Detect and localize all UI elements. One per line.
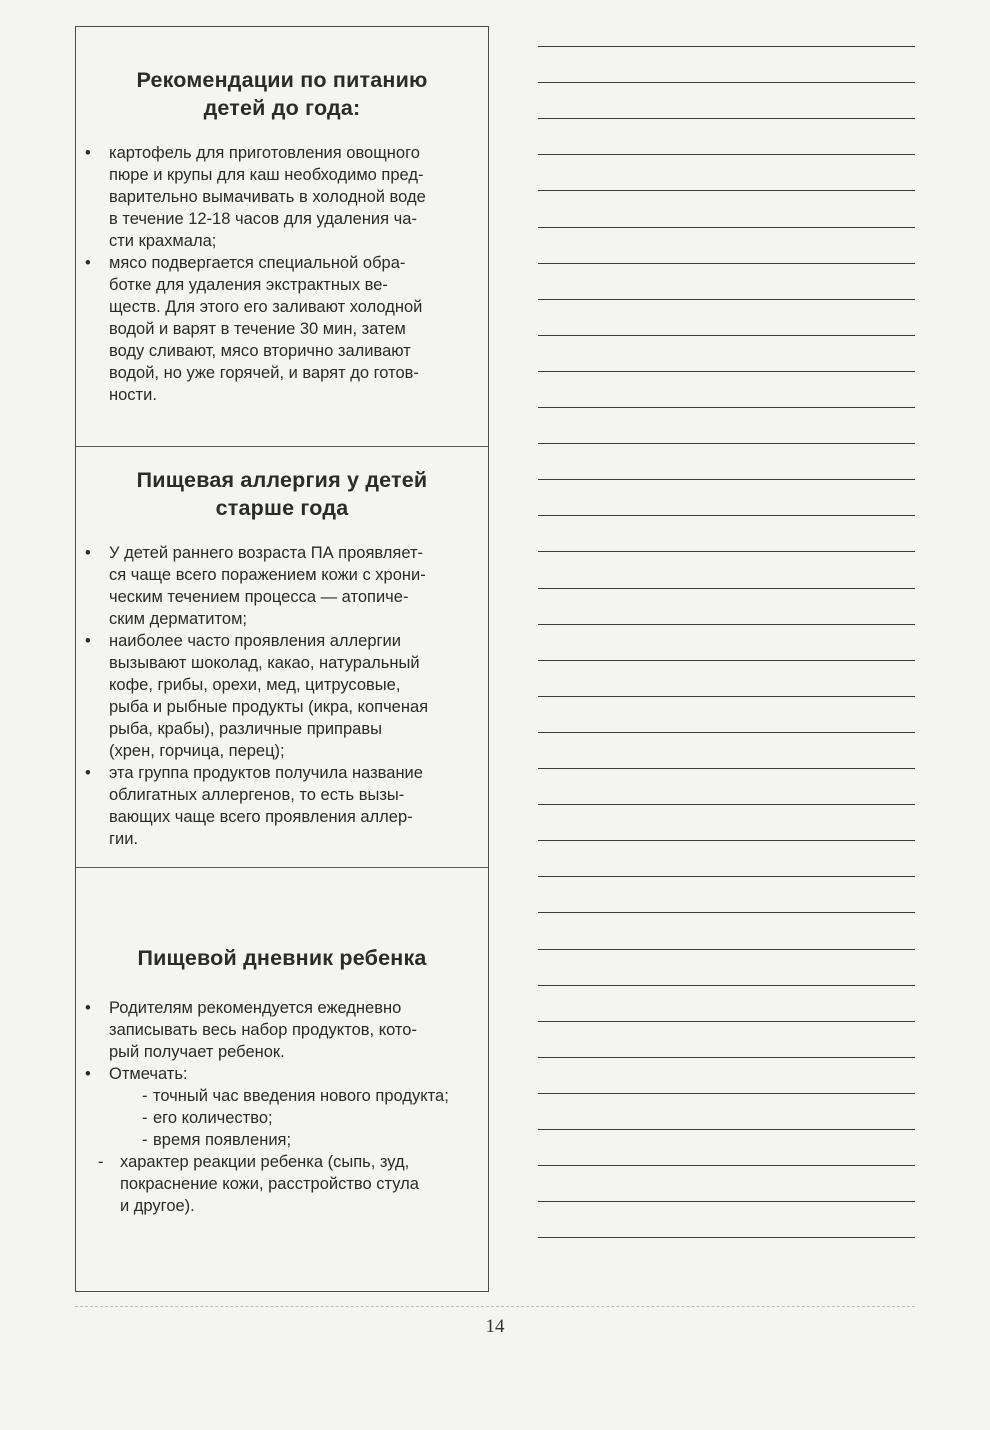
ruled-line	[538, 768, 915, 769]
ruled-line	[538, 1057, 915, 1058]
ruled-line	[538, 515, 915, 516]
list-item: • Родителям рекомендуется ежедневно записывать весь набор продуктов, кото- рый получает ребенок.	[85, 999, 417, 1061]
list-item: • мясо подвергается специальной обра- ботке для удаления экстрактных ве- ществ. Для этого его заливают холодной водой и варят в течение 30 мин, затем воду сливают, мясо вторично заливают водой, но уже горячей, и варят до готов- ности.	[85, 254, 423, 404]
section-heading: Рекомендации по питанию детей до года:	[136, 68, 428, 120]
ruled-line	[538, 985, 915, 986]
list-item: • эта группа продуктов получила название облигатных аллергенов, то есть вызы- вающих чаще всего проявления аллер- гии.	[85, 764, 423, 848]
section-heading: Пищевая аллергия у детей старше года	[136, 468, 428, 520]
ruled-line	[538, 263, 915, 264]
notes-ruled-lines	[538, 0, 915, 1300]
bullet-glyph: •	[85, 1065, 91, 1083]
ruled-line	[538, 624, 915, 625]
sub-list-item: - характер реакции ребенка (сыпь, зуд, покраснение кожи, расстройство стула и другое).	[98, 1153, 419, 1215]
ruled-line	[538, 804, 915, 805]
ruled-line	[538, 190, 915, 191]
text-frame	[75, 26, 489, 1292]
ruled-line	[538, 299, 915, 300]
bullet-list	[76, 142, 488, 406]
bullet-glyph: •	[85, 254, 91, 272]
ruled-line	[538, 479, 915, 480]
dash-glyph: -	[142, 1109, 148, 1127]
sub-list	[98, 1085, 479, 1217]
ruled-line	[538, 732, 915, 733]
ruled-line	[538, 696, 915, 697]
bullet-glyph: •	[85, 999, 91, 1017]
ruled-line	[538, 949, 915, 950]
bullet-list	[76, 997, 488, 1217]
dash-glyph: -	[142, 1131, 148, 1149]
ruled-line	[538, 154, 915, 155]
ruled-line	[538, 1021, 915, 1022]
footer-divider	[75, 1306, 915, 1307]
sub-list-item: - точный час введения нового продукта;	[142, 1087, 449, 1105]
ruled-line	[538, 407, 915, 408]
ruled-line	[538, 840, 915, 841]
ruled-line	[538, 118, 915, 119]
ruled-line	[538, 82, 915, 83]
ruled-line	[538, 1237, 915, 1238]
ruled-line	[538, 443, 915, 444]
bullet-glyph: •	[85, 544, 91, 562]
dash-glyph: -	[142, 1087, 148, 1105]
ruled-line	[538, 371, 915, 372]
list-item: • У детей раннего возраста ПА проявляет- ся чаще всего поражением кожи с хрони- ческим течением процесса — атопиче- ским дерматитом;	[85, 544, 426, 628]
page-number: 14	[485, 1316, 505, 1337]
bullet-list	[76, 542, 488, 850]
ruled-line	[538, 335, 915, 336]
ruled-line	[538, 1129, 915, 1130]
list-item	[76, 1063, 479, 1217]
sub-list-item: - время появления;	[142, 1131, 292, 1149]
ruled-line	[538, 1093, 915, 1094]
list-item: • картофель для приготовления овощного пюре и крупы для каш необходимо пред- варительно вымачивать в холодной воде в течение 12-18 часов для удаления ча- сти крахмала;	[85, 144, 426, 250]
ruled-line	[538, 46, 915, 47]
ruled-line	[538, 660, 915, 661]
section-food-allergy	[76, 447, 488, 868]
note-intro: Отмечать:	[109, 1065, 188, 1083]
bullet-glyph: •	[85, 632, 91, 650]
ruled-line	[538, 588, 915, 589]
sub-list-item: - его количество;	[142, 1109, 273, 1127]
ruled-line	[538, 876, 915, 877]
bullet-glyph: •	[85, 144, 91, 162]
section-food-diary	[76, 868, 488, 1291]
ruled-line	[538, 1201, 915, 1202]
ruled-line	[538, 1165, 915, 1166]
section-heading: Пищевой дневник ребенка	[137, 946, 427, 970]
ruled-line	[538, 912, 915, 913]
list-item: • наиболее часто проявления аллергии вызывают шоколад, какао, натуральный кофе, грибы, орехи, мед, цитрусовые, рыба и рыбные продукты (икра, копченая рыба, крабы), различные приправы (хрен, горчица, перец);	[85, 632, 429, 760]
ruled-line	[538, 551, 915, 552]
ruled-line	[538, 227, 915, 228]
section-infant-nutrition	[76, 27, 488, 447]
bullet-glyph: •	[85, 764, 91, 782]
dash-glyph: -	[98, 1153, 104, 1171]
